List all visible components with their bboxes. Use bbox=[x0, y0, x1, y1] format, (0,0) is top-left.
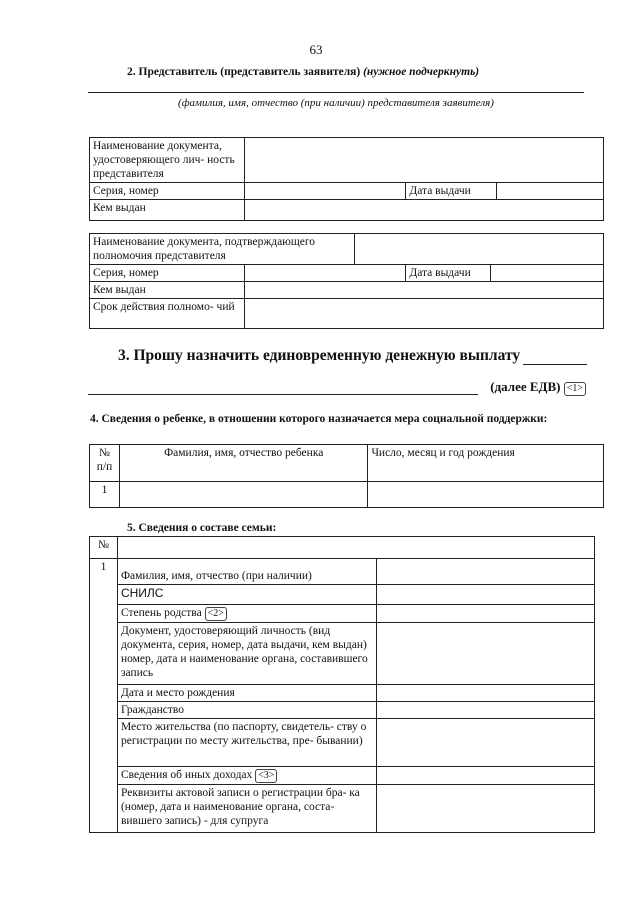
auth-doc-date-field[interactable] bbox=[491, 265, 604, 282]
child-col-name: Фамилия, имя, отчество ребенка bbox=[119, 445, 367, 482]
family-birth-label: Дата и место рождения bbox=[117, 685, 376, 702]
auth-doc-name-field[interactable] bbox=[354, 234, 603, 265]
representative-name-line[interactable] bbox=[88, 92, 584, 93]
footnote-ref-1[interactable]: <1> bbox=[564, 382, 586, 396]
page-number: 63 bbox=[309, 42, 323, 57]
footnote-ref-2[interactable]: <2> bbox=[205, 607, 227, 621]
rep-doc-issuer-label: Кем выдан bbox=[90, 200, 245, 221]
rep-doc-series-field[interactable] bbox=[244, 183, 406, 200]
auth-doc-series-field[interactable] bbox=[244, 265, 406, 282]
representative-name-caption: (фамилия, имя, отчество (при наличии) представителя заявителя) bbox=[178, 97, 494, 109]
family-residence-field[interactable] bbox=[376, 719, 594, 767]
child-name-field[interactable] bbox=[119, 482, 367, 508]
family-citizenship-label: Гражданство bbox=[117, 702, 376, 719]
auth-doc-name-label: Наименование документа, подтверждающего полномочия представителя bbox=[90, 234, 355, 265]
family-income-field[interactable] bbox=[376, 767, 594, 785]
family-fio-field[interactable] bbox=[376, 559, 594, 585]
rep-doc-table bbox=[89, 137, 604, 221]
family-residence-label: Место жительства (по паспорту, свидетель- ству о регистрации по месту жительства, пре- бывании) bbox=[117, 719, 376, 767]
child-row-num: 1 bbox=[90, 482, 120, 508]
footnote-ref-3[interactable]: <3> bbox=[255, 769, 277, 783]
section2-note: (нужное подчеркнуть) bbox=[363, 66, 480, 78]
auth-doc-table bbox=[89, 233, 604, 329]
rep-doc-series-label: Серия, номер bbox=[90, 183, 245, 200]
family-snils-label: СНИЛС bbox=[117, 585, 376, 605]
child-col-num: № п/п bbox=[90, 445, 120, 482]
edv-line-1[interactable] bbox=[523, 364, 587, 365]
section4-title: 4. Сведения о ребенке, в отношении которого назначается мера социальной поддержки: bbox=[90, 413, 548, 425]
family-income-cell bbox=[117, 767, 376, 785]
family-kinship-cell bbox=[117, 605, 376, 623]
child-table bbox=[89, 444, 604, 508]
auth-doc-date-label: Дата выдачи bbox=[406, 265, 491, 282]
family-iddoc-label: Документ, удостоверяющий личность (вид документа, серия, номер, дата выдачи, кем выдан) номер, дата и наименование органа, составившего запись bbox=[117, 623, 376, 685]
section5-title: 5. Сведения о составе семьи: bbox=[127, 522, 277, 534]
auth-doc-issuer-field[interactable] bbox=[244, 282, 603, 299]
family-marriage-label: Реквизиты актовой записи о регистрации бра- ка (номер, дата и наименование органа, соста- вившего запись) - для супруга bbox=[117, 785, 376, 833]
child-dob-field[interactable] bbox=[368, 482, 604, 508]
auth-doc-series-label: Серия, номер bbox=[90, 265, 245, 282]
family-kinship-label: Степень родства bbox=[120, 607, 202, 619]
family-fio-label: Фамилия, имя, отчество (при наличии) bbox=[117, 559, 376, 585]
family-snils-field[interactable] bbox=[376, 585, 594, 605]
family-kinship-field[interactable] bbox=[376, 605, 594, 623]
family-birth-field[interactable] bbox=[376, 685, 594, 702]
family-row-num: 1 bbox=[90, 559, 118, 833]
rep-doc-name-label: Наименование документа, удостоверяющего лич- ность представителя bbox=[90, 138, 245, 183]
section3-title: 3. Прошу назначить единовременную денежную выплату bbox=[118, 347, 521, 364]
child-col-dob: Число, месяц и год рождения bbox=[368, 445, 604, 482]
family-iddoc-field[interactable] bbox=[376, 623, 594, 685]
family-marriage-field[interactable] bbox=[376, 785, 594, 833]
family-citizenship-field[interactable] bbox=[376, 702, 594, 719]
edv-line-2[interactable] bbox=[88, 394, 478, 395]
section2-title-text: 2. Представитель (представитель заявителя) bbox=[127, 66, 361, 78]
rep-doc-name-field[interactable] bbox=[244, 138, 603, 183]
auth-doc-validity-label: Срок действия полномо- чий bbox=[90, 299, 245, 329]
edv-suffix bbox=[490, 379, 586, 396]
auth-doc-validity-field[interactable] bbox=[244, 299, 603, 329]
rep-doc-date-label: Дата выдачи bbox=[406, 183, 497, 200]
family-income-label: Сведения об иных доходах bbox=[120, 769, 253, 781]
rep-doc-issuer-field[interactable] bbox=[244, 200, 603, 221]
edv-suffix-text: (далее ЕДВ) bbox=[490, 379, 561, 394]
auth-doc-issuer-label: Кем выдан bbox=[90, 282, 245, 299]
section2-title bbox=[127, 66, 479, 78]
family-table bbox=[89, 536, 595, 833]
rep-doc-date-field[interactable] bbox=[497, 183, 604, 200]
family-header-field bbox=[117, 537, 594, 559]
family-col-num: № bbox=[90, 537, 118, 559]
